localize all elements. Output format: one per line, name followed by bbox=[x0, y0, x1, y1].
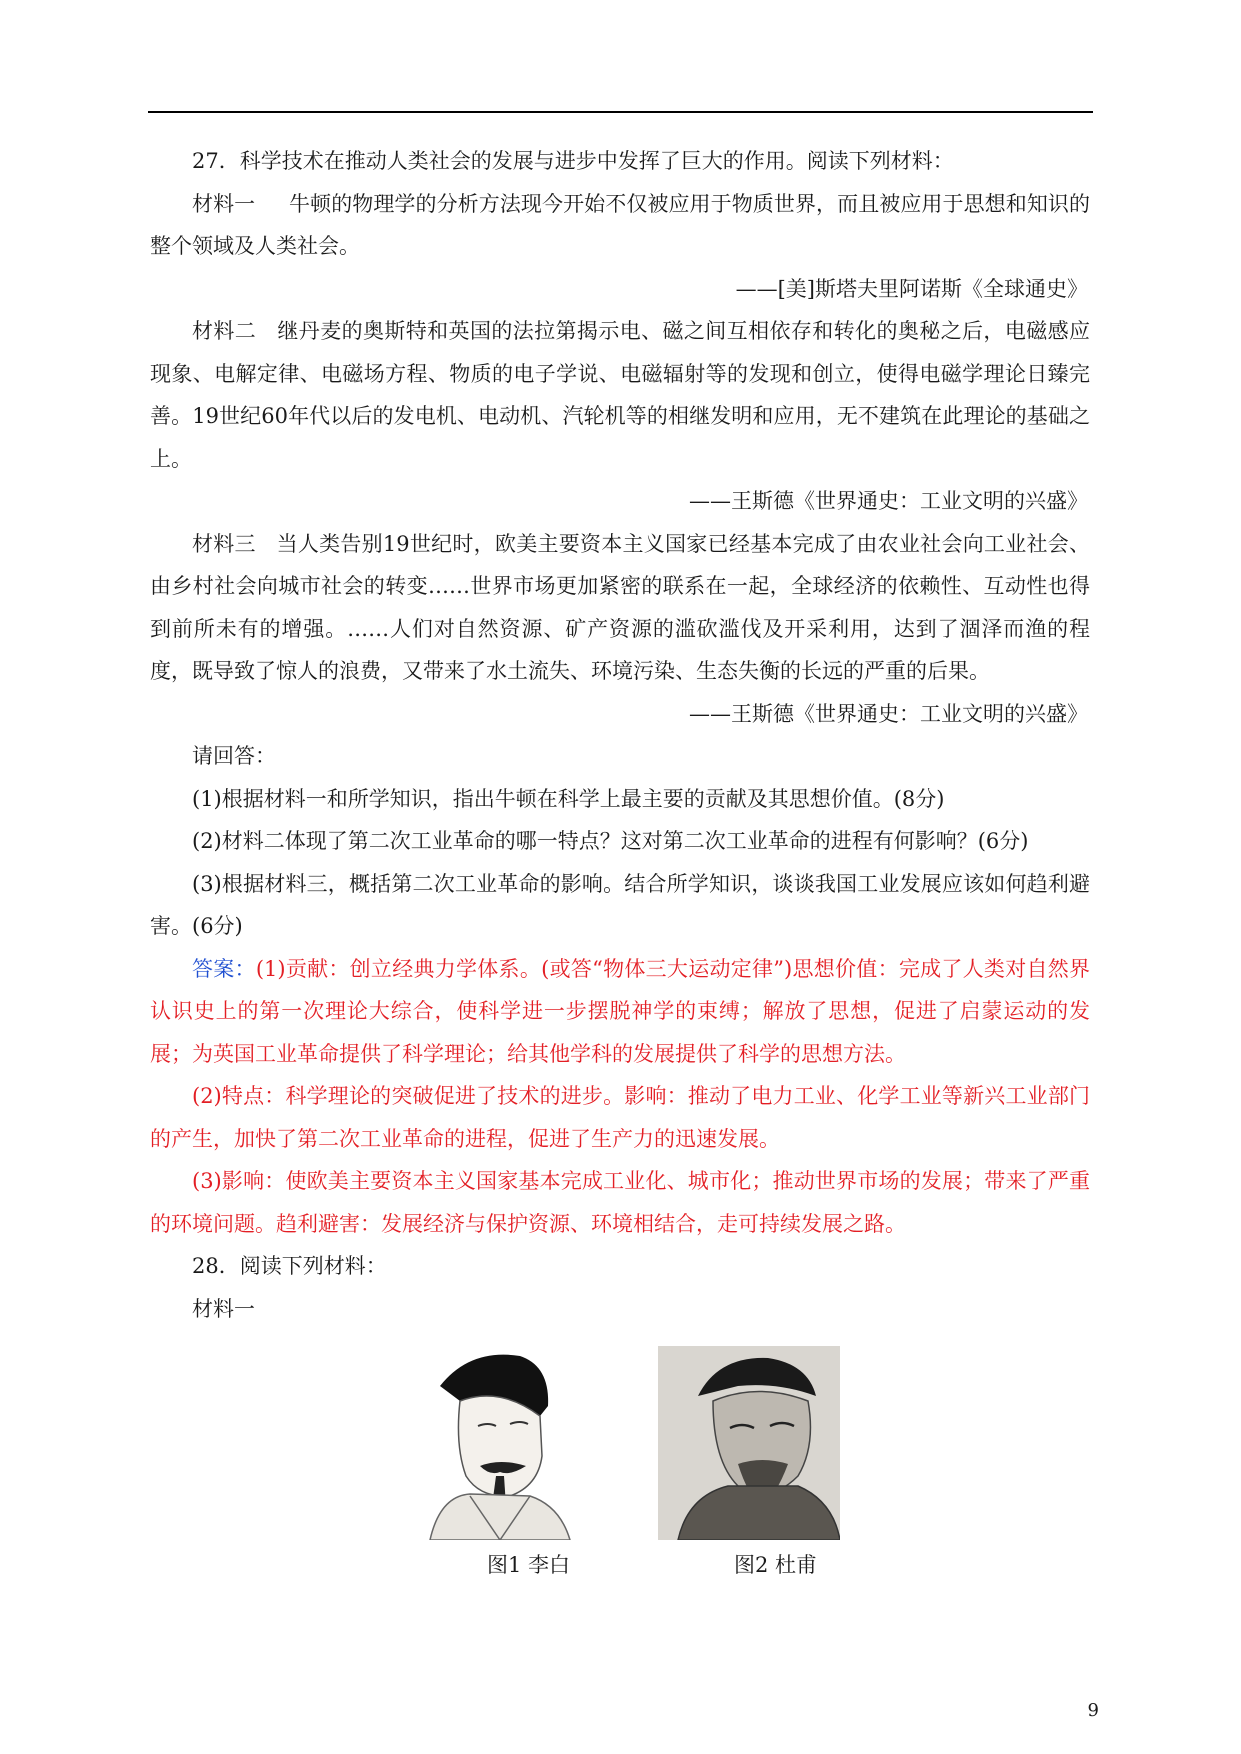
q27-intro: 27．科学技术在推动人类社会的发展与进步中发挥了巨大的作用。阅读下列材料： bbox=[192, 149, 954, 173]
figure-2-caption: 图2 杜甫 bbox=[734, 1553, 818, 1577]
li-bai-portrait bbox=[400, 1346, 582, 1540]
header-rule bbox=[148, 111, 1093, 113]
du-fu-portrait bbox=[658, 1346, 840, 1540]
material-text: 牛顿的物理学的分析方法现今开始不仅被应用于物质世界，而且被应用于思想和知识的整个领域及人类社会。 bbox=[150, 191, 1090, 258]
q27-material-2-source: ——王斯德《世界通史：工业文明的兴盛》 bbox=[689, 489, 1088, 513]
q27-question-2: (2)材料二体现了第二次工业革命的哪一特点？这对第二次工业革命的进程有何影响？(6分) bbox=[192, 829, 1029, 853]
page-number: 9 bbox=[1087, 1700, 1099, 1721]
q27-question-1: (1)根据材料一和所学知识，指出牛顿在科学上最主要的贡献及其思想价值。(8分) bbox=[192, 786, 945, 811]
q27-question-3: (3)根据材料三，概括第二次工业革命的影响。结合所学知识，谈谈我国工业发展应该如何趋利避害。(6分) bbox=[150, 871, 1090, 938]
material-text: 继丹麦的奥斯特和英国的法拉第揭示电、磁之间互相依存和转化的奥秘之后，电磁感应现象、电解定律、电磁场方程、物质的电子学说、电磁辐射等的发现和创立，使得电磁学理论日臻完善。19世纪60年代以后的发电机、电动机、汽轮机等的相继发明和应用，无不建筑在此理论的基础之上。 bbox=[150, 319, 1091, 471]
q27-ask: 请回答： bbox=[192, 744, 276, 768]
q27-answer-2: (2)特点：科学理论的突破促进了技术的进步。影响：推动了电力工业、化学工业等新兴工业部门的产生，加快了第二次工业革命的进程，促进了生产力的迅速发展。 bbox=[150, 1084, 1090, 1151]
material-label: 材料二 bbox=[192, 319, 257, 343]
q27-material-2 bbox=[150, 310, 1090, 480]
q28-intro: 28．阅读下列材料： bbox=[192, 1254, 387, 1278]
material-label: 材料三 bbox=[192, 531, 256, 556]
q27-material-1-source: ——[美]斯塔夫里阿诺斯《全球通史》 bbox=[735, 276, 1088, 301]
q27-answer-3: (3)影响：使欧美主要资本主义国家基本完成工业化、城市化；推动世界市场的发展；带来了严重的环境问题。趋利避害：发展经济与保护资源、环境相结合，走可持续发展之路。 bbox=[150, 1169, 1090, 1236]
material-text: 当人类告别19世纪时，欧美主要资本主义国家已经基本完成了由农业社会向工业社会、由乡村社会向城市社会的转变……世界市场更加紧密的联系在一起，全球经济的依赖性、互动性也得到前所未有的增强。……人们对自然资源、矿产资源的滥砍滥伐及开采利用，达到了涸泽而渔的程度，既导致了惊人的浪费，又带来了水土流失、环境污染、生态失衡的长远的严重的后果。 bbox=[150, 531, 1091, 683]
q27-material-3 bbox=[150, 523, 1090, 693]
figure-1-caption: 图1 李白 bbox=[487, 1553, 571, 1577]
page-content bbox=[150, 140, 1090, 1330]
answer-text: (1)贡献：创立经典力学体系。(或答“物体三大运动定律”)思想价值：完成了人类对自然界认识史上的第一次理论大综合，使科学进一步摆脱神学的束缚；解放了思想，促进了启蒙运动的发展；为英国工业革命提供了科学理论；给其他学科的发展提供了科学的思想方法。 bbox=[150, 956, 1091, 1066]
answer-label: 答案： bbox=[192, 956, 256, 981]
q28-material-1-label: 材料一 bbox=[192, 1296, 255, 1321]
q27-material-3-source: ——王斯德《世界通史：工业文明的兴盛》 bbox=[689, 701, 1088, 726]
material-label: 材料一 bbox=[192, 191, 256, 216]
figures bbox=[0, 1346, 1241, 1556]
q27-material-1 bbox=[150, 183, 1090, 268]
q27-answer-1 bbox=[150, 948, 1090, 1076]
